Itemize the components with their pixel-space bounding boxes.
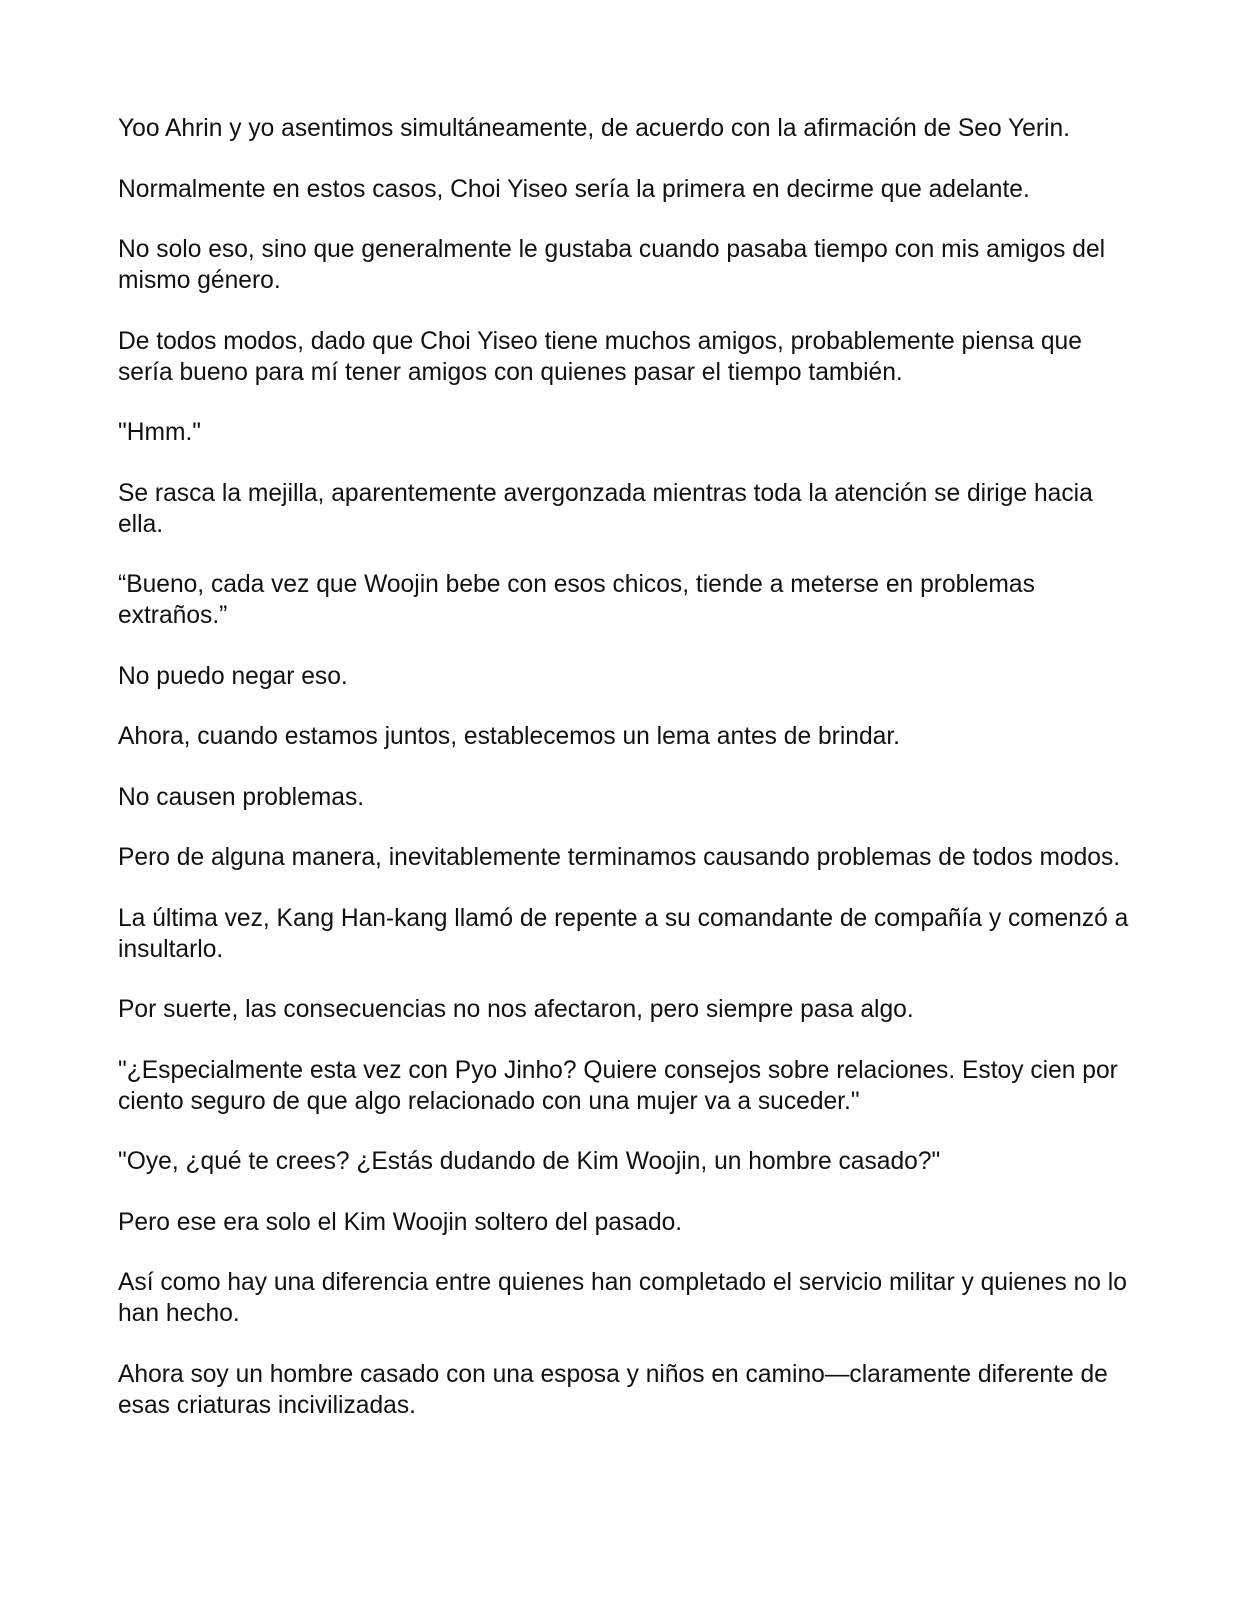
paragraph-4: De todos modos, dado que Choi Yiseo tiene muchos amigos, probablemente piensa que sería bueno para mí tener amigos con quienes pasar el tiempo también. — [118, 327, 1082, 386]
paragraph-6: Se rasca la mejilla, aparentemente avergonzada mientras toda la atención se dirige hacia ella. — [118, 479, 1093, 538]
paragraph-5: "Hmm." — [118, 419, 202, 446]
paragraph-8: No puedo negar eso. — [118, 662, 348, 690]
paragraph-12: La última vez, Kang Han-kang llamó de repente a su comandante de compañía y comenzó a insultarlo. — [118, 904, 1129, 963]
paragraph-13: Por suerte, las consecuencias no nos afectaron, pero siempre pasa algo. — [118, 996, 914, 1023]
paragraph-14: "¿Especialmente esta vez con Pyo Jinho? Quiere consejos sobre relaciones. Estoy cien por ciento seguro de que algo relacionado con una mujer va a suceder." — [118, 1056, 1118, 1115]
paragraph-1: Yoo Ahrin y yo asentimos simultáneamente, de acuerdo con la afirmación de Seo Yerin. — [118, 115, 1070, 142]
paragraph-10: No causen problemas. — [118, 783, 365, 811]
paragraph-15: "Oye, ¿qué te crees? ¿Estás dudando de Kim Woojin, un hombre casado?" — [118, 1148, 941, 1175]
paragraph-3: No solo eso, sino que generalmente le gustaba cuando pasaba tiempo con mis amigos del mismo género. — [118, 236, 1106, 294]
paragraph-18: Ahora soy un hombre casado con una esposa y niños en camino—claramente diferente de esas criaturas incivilizadas. — [118, 1360, 1108, 1419]
paragraph-17: Así como hay una diferencia entre quienes han completado el servicio militar y quienes no lo han hecho. — [118, 1269, 1127, 1327]
paragraph-2: Normalmente en estos casos, Choi Yiseo sería la primera en decirme que adelante. — [118, 175, 1030, 203]
paragraph-11: Pero de alguna manera, inevitablemente terminamos causando problemas de todos modos. — [118, 844, 1121, 871]
paragraph-7: “Bueno, cada vez que Woojin bebe con esos chicos, tiende a meterse en problemas extraños.” — [118, 571, 1035, 629]
paragraph-9: Ahora, cuando estamos juntos, establecemos un lema antes de brindar. — [118, 723, 901, 750]
paragraph-16: Pero ese era solo el Kim Woojin soltero del pasado. — [118, 1208, 683, 1236]
